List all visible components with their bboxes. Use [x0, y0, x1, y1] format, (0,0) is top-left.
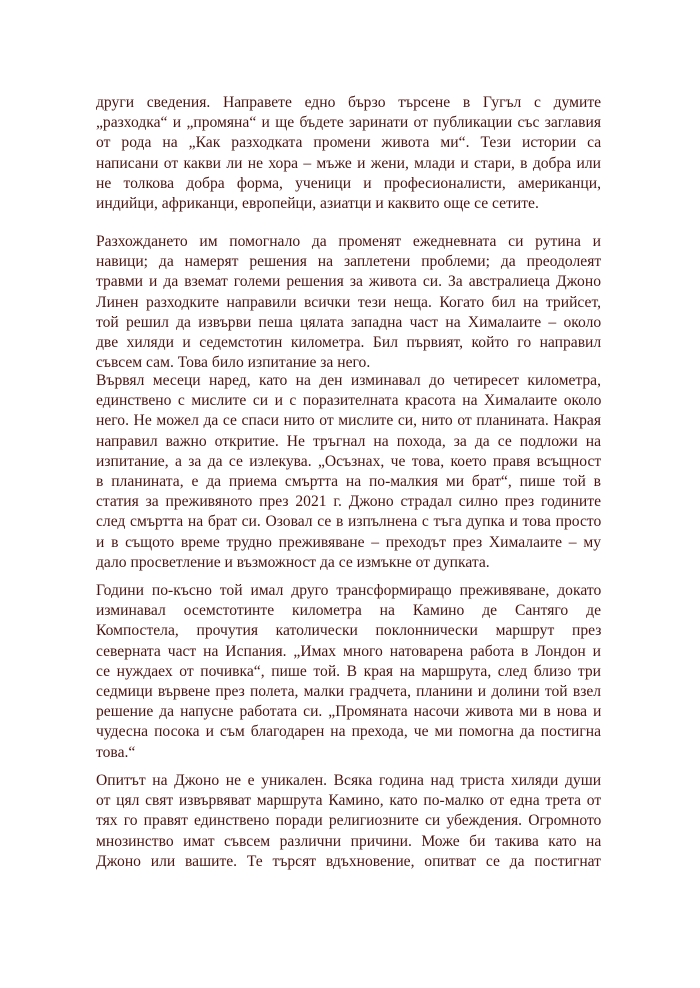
paragraph-1: [96, 93, 601, 214]
paragraph-5: [96, 771, 601, 872]
text-line: тях го правят единствено поради религиозните си убеждения. Огромното: [96, 812, 602, 830]
paragraph-2: [96, 232, 601, 373]
text-line: Разхождането им помогнало да променят ежедневната си рутина и: [96, 233, 601, 250]
text-line: в планината, е да приема смъртта на по-малкия ми брат“, пише той в: [96, 472, 601, 490]
text-line: не толкова добра форма, ученици и професионалисти, американци,: [96, 174, 601, 192]
text-line: индийци, африканци, европейци, азиатци и каквито още се сетите.: [96, 194, 539, 212]
text-line: изпитание, а за да се излекува. „Осъзнах, че това, което правя всъщност: [96, 452, 602, 470]
text-line: Вървял месеци наред, като на ден изминавал до четиресет километра,: [96, 372, 601, 389]
text-line: Джоно или вашите. Те търсят вдъхновение, опитват се да постигнат: [96, 852, 601, 870]
text-line: седмици вървене през полета, малки градчета, планини и долини той взел: [96, 682, 602, 700]
text-line: две хиляди и седемстотин километра. Бил първият, който го направил: [96, 333, 602, 351]
text-line: се нуждаех от почивка“, пише той. В края на маршрута, след близо три: [96, 662, 601, 680]
text-line: дало просветление и възможност да се измъкне от дупката.: [96, 553, 490, 571]
text-line: той решил да извърви пеша цялата западна част на Хималаите – около: [96, 313, 602, 331]
text-line: навици; да намерят решения на заплетени проблеми; да преодолеят: [96, 253, 602, 271]
text-line: чудесна посока и съм благодарен на прехода, че ми помогна да постигна: [96, 723, 601, 741]
text-line: и в същото време трудно преживяване – преходът през Хималаите – му: [96, 533, 601, 551]
text-line: него. Не можел да се спаси нито от мислите си, нито от планината. Накрая: [96, 412, 601, 430]
text-line: северната част на Испания. „Имах много натоварена работа в Лондон и: [96, 642, 601, 660]
text-line: травми и да вземат големи решения за живота си. За австралиеца Джоно: [96, 273, 601, 291]
text-line: това.“: [96, 743, 136, 761]
text-line: написани от какви ли не хора – мъже и жени, млади и стари, в добра или: [96, 154, 601, 172]
paragraph-4: [96, 581, 601, 763]
text-line: Линен разходките направили всички тези неща. Когато бил на трийсет,: [96, 293, 601, 311]
text-line: Компостела, прочутия католически поклоннически маршрут през: [96, 622, 602, 640]
text-line: „разходка“ и „промяна“ и ще бъдете заринати от публикации със заглавия: [96, 114, 601, 132]
text-line: статия за преживяното през 2021 г. Джоно страдал силно през годините: [96, 493, 601, 511]
text-line: след смъртта на брат си. Озовал се в изпълнена с тъга дупка и това просто: [96, 513, 602, 531]
text-line: други сведения. Направете едно бързо търсене в Гугъл с думите: [96, 94, 602, 111]
text-line: от рода на „Как разходката промени живота ми“. Тези истории са: [96, 134, 602, 152]
text-line: от цял свят извървяват маршрута Камино, като по-малко от една трета от: [96, 792, 602, 810]
paragraph-3: [96, 371, 601, 573]
text-line: единствено с мислите си и с поразителната красота на Хималаите около: [96, 392, 602, 410]
text-line: направил важно откритие. Не тръгнал на похода, за да се подложи на: [96, 432, 601, 450]
text-line: Години по-късно той имал друго трансформиращо преживяване, докато: [96, 582, 602, 599]
text-line: решение да напусне работата си. „Промяната насочи живота ми в нова и: [96, 703, 602, 721]
text-line: Опитът на Джоно не е уникален. Всяка година над триста хиляди души: [96, 772, 602, 789]
text-line: изминавал осемстотинте километра на Камино де Сантяго де: [96, 602, 601, 620]
text-line: мнозинство имат съвсем различни причини. Може би такива като на: [96, 832, 602, 850]
text-line: съвсем сам. Това било изпитание за него.: [96, 354, 371, 372]
